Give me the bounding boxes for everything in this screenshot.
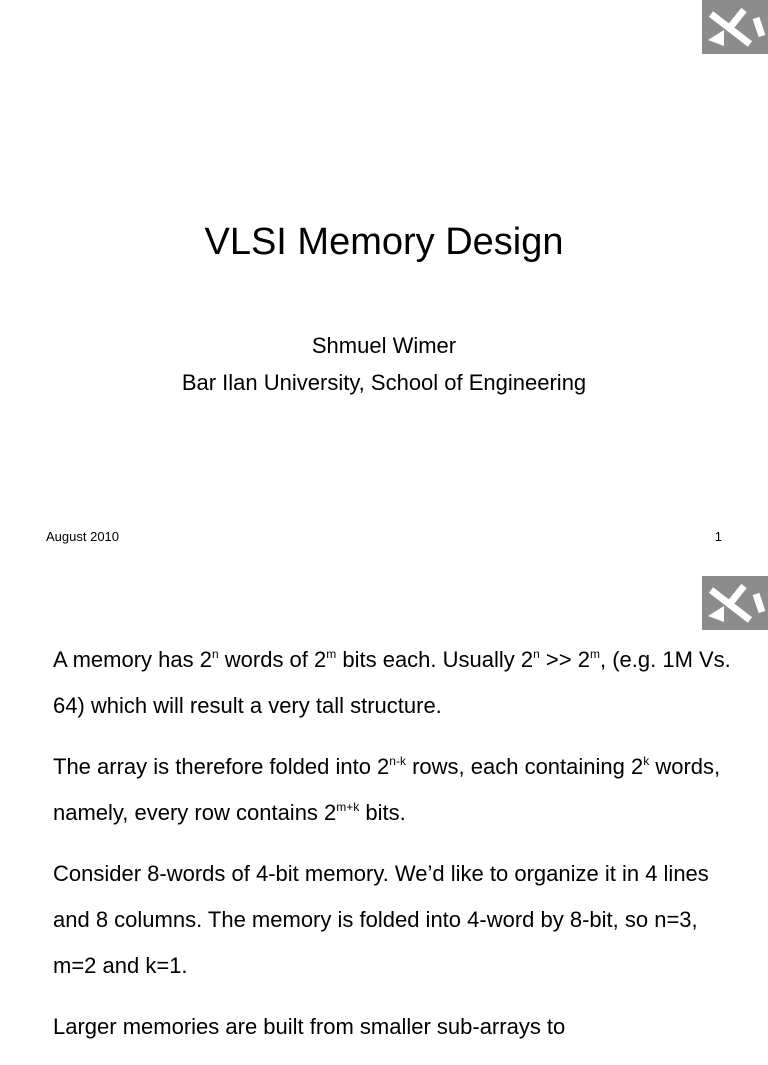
university-logo: [702, 576, 768, 630]
text-run: A memory has 2: [53, 647, 212, 672]
superscript: k: [643, 754, 650, 768]
paragraph-memory-size: [53, 637, 733, 729]
superscript: m: [589, 647, 600, 661]
presentation-title: VLSI Memory Design: [204, 221, 564, 263]
author-name: Shmuel Wimer: [311, 333, 457, 358]
superscript: m: [326, 647, 337, 661]
text-run: rows, each containing 2: [405, 754, 644, 779]
bar-ilan-logo-icon: [702, 576, 768, 630]
university-logo: [702, 0, 768, 54]
text-run: words of 2: [218, 647, 327, 672]
slide-page-number: 1: [714, 529, 722, 544]
superscript: n: [533, 647, 540, 661]
paragraph-sub-arrays: Larger memories are built from smaller sub-arrays to: [53, 1014, 566, 1039]
slide-date: August 2010: [46, 529, 120, 544]
superscript: m+k: [336, 800, 360, 814]
paragraph-array-folding: [53, 744, 733, 836]
text-run: bits each. Usually 2: [336, 647, 534, 672]
author-affiliation: Bar Ilan University, School of Engineering: [181, 370, 587, 395]
text-run: bits.: [359, 800, 406, 825]
superscript: n-k: [389, 754, 406, 768]
text-run: , (e.g. 1M Vs. 64) which will result a very tall structure.: [53, 647, 731, 718]
text-run: >> 2: [539, 647, 590, 672]
paragraph-example: Consider 8-words of 4-bit memory. We’d like to organize it in 4 lines and 8 columns. The memory is folded into 4-word by 8-bit, so n=3, m=2 and k=1.: [53, 861, 709, 978]
superscript: n: [211, 647, 219, 661]
bar-ilan-logo-icon: [702, 0, 768, 54]
text-run: words, namely, every row contains 2: [53, 754, 721, 825]
text-run: The array is therefore folded into 2: [53, 754, 390, 779]
slide-body: [53, 637, 733, 1065]
content-slide: [0, 565, 768, 1039]
